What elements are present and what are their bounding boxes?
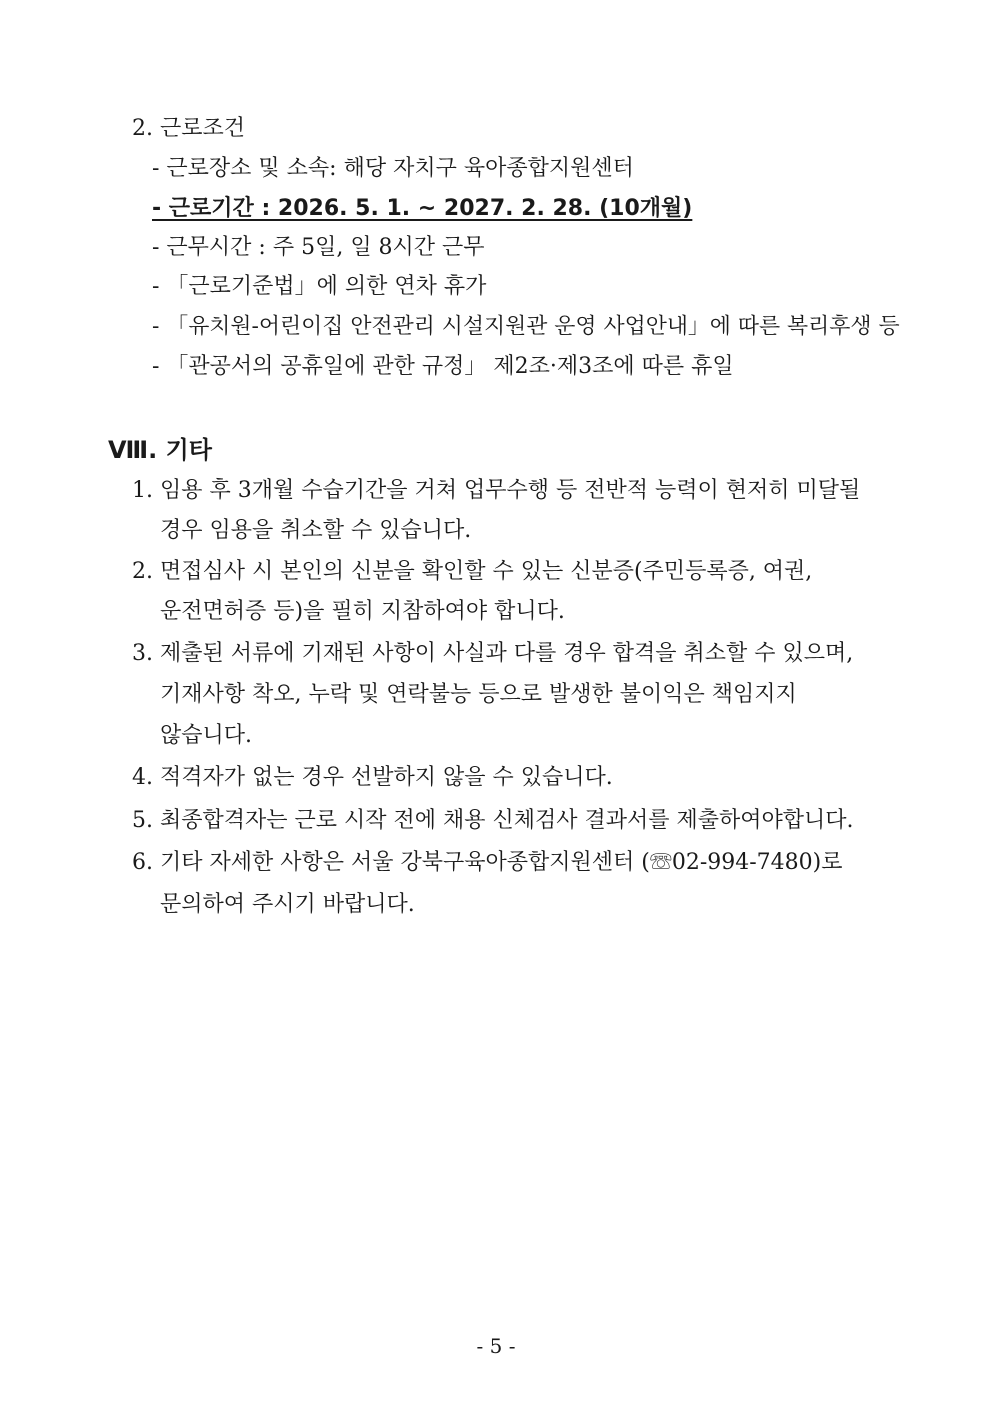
holiday-item: - 「관공서의 공휴일에 관한 규정」 제2조·제3조에 따른 휴일 [152, 354, 734, 379]
etc-item-5: 5. 최종합격자는 근로 시작 전에 채용 신체검사 결과서를 제출하여야합니다. [132, 808, 854, 833]
section-heading-etc: Ⅷ. 기타 [108, 436, 212, 464]
etc-item-1-line-1: 1. 임용 후 3개월 수습기간을 거쳐 업무수행 등 전반적 능력이 현저히 미달될 [132, 478, 861, 503]
page-number: - 5 - [476, 1334, 516, 1358]
annual-leave-item: - 「근로기준법」에 의한 연차 휴가 [152, 274, 487, 299]
etc-item-4: 4. 적격자가 없는 경우 선발하지 않을 수 있습니다. [132, 765, 613, 790]
etc-item-1-line-2: 경우 임용을 취소할 수 있습니다. [160, 518, 472, 543]
section-title-work-conditions: 2. 근로조건 [132, 116, 245, 141]
work-period-item: - 근로기간 : 2026. 5. 1. ~ 2027. 2. 28. (10개월) [152, 196, 693, 221]
welfare-item: - 「유치원-어린이집 안전관리 시설지원관 운영 사업안내」에 따른 복리후생 등 [152, 314, 900, 339]
work-place-item: - 근로장소 및 소속: 해당 자치구 육아종합지원센터 [152, 156, 634, 181]
work-hours-item: - 근무시간 : 주 5일, 일 8시간 근무 [152, 235, 485, 260]
etc-item-3-line-3: 않습니다. [160, 723, 253, 748]
etc-item-2-line-2: 운전면허증 등)을 필히 지참하여야 합니다. [160, 599, 565, 624]
etc-item-3-line-1: 3. 제출된 서류에 기재된 사항이 사실과 다를 경우 합격을 취소할 수 있으며, [132, 641, 854, 666]
etc-item-6-line-2: 문의하여 주시기 바랍니다. [160, 892, 415, 917]
etc-item-2-line-1: 2. 면접심사 시 본인의 신분을 확인할 수 있는 신분증(주민등록증, 여권, [132, 559, 813, 584]
etc-item-6-line-1: 6. 기타 자세한 사항은 서울 강북구육아종합지원센터 (☏02-994-7480)로 [132, 850, 843, 875]
etc-item-3-line-2: 기재사항 착오, 누락 및 연락불능 등으로 발생한 불이익은 책임지지 [160, 682, 797, 707]
